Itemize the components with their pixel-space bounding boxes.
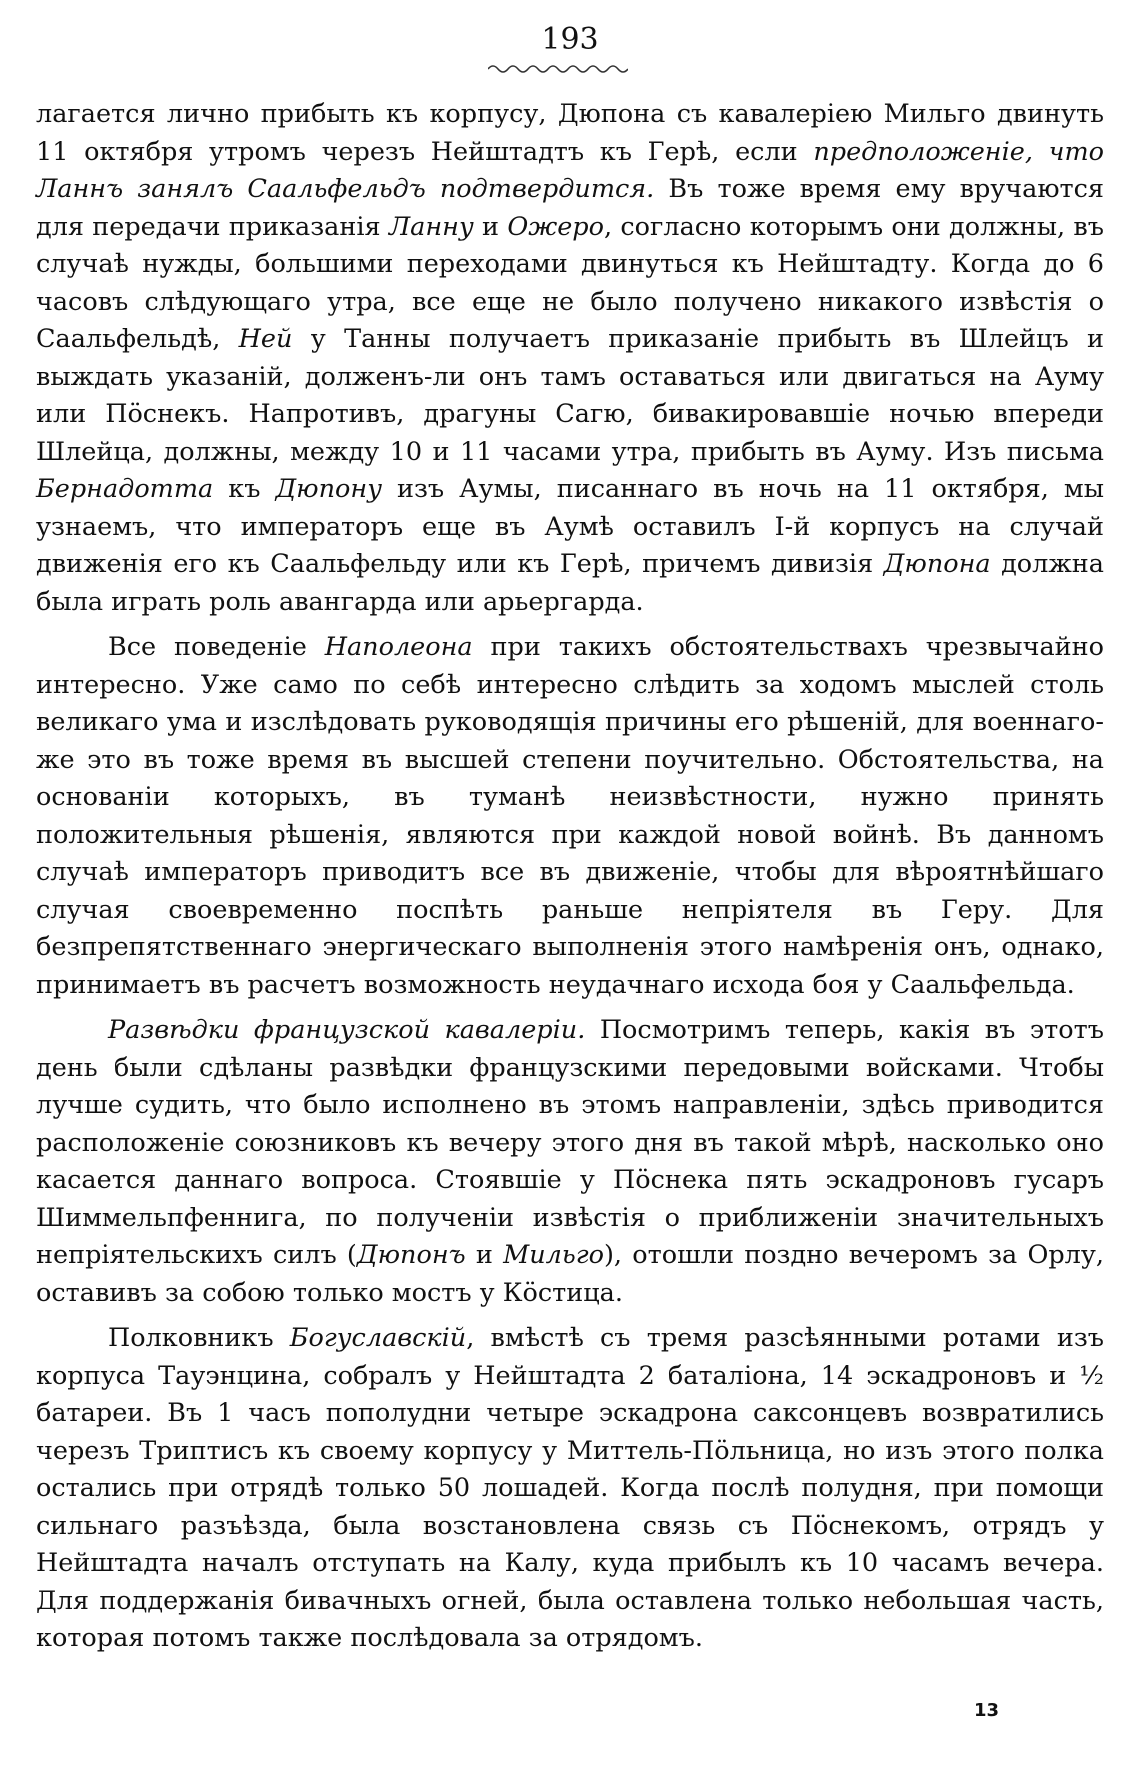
italic-text: Бернадотта [36,474,214,504]
paragraph [36,629,1104,1004]
paragraph [36,96,1104,621]
signature-mark: 13 [974,1700,1000,1721]
body-text [36,96,1104,1658]
wavy-rule-ornament [488,62,628,76]
italic-text: Развѣдки французской кавалеріи. [108,1015,586,1045]
text-run: и [473,211,508,242]
italic-text: Богуславскій [289,1323,467,1353]
text-run: изъ Аумы, писаннаго въ ночь на 11 октября, мы узнаемъ, что императоръ еще въ Аумѣ оставилъ I-й корпусъ на случай движенія его къ Саальфельду или къ Герѣ, причемъ дивизія [36,474,1105,579]
text-run: Посмотримъ теперь, какія въ этотъ день были сдѣланы развѣдки французскими передовыми войсками. Чтобы лучше судить, что было исполнено въ этомъ направленіи, здѣсь приводится расположеніе союзниковъ къ вечеру этого дня въ такой мѣрѣ, насколько оно касается даннаго вопроса. Стоявшіе у Пӧснека пять эскадроновъ гусаръ Шиммельпфеннига, по полученіи извѣстія о приближеніи значительныхъ непріятельскихъ силъ ( [36,1015,1104,1270]
italic-text: Дюпону [275,474,382,504]
text-run: къ [213,474,276,504]
italic-text: Дюпона [883,549,991,579]
text-run: Все поведеніе [108,632,325,662]
text-run: ), отошли поздно вечеромъ за Орлу, оставивъ за собою только мостъ у Кӧстица. [36,1240,1104,1308]
text-run: , согласно которымъ они должны, въ случаѣ нужды, большими переходами двинуться къ Нейштадту. Когда до 6 часовъ слѣдующаго утра, все еще не было получено никакого извѣстія о Саальфельдѣ, [36,211,1104,354]
italic-text: Дюпонъ [356,1240,466,1270]
paragraph [36,1320,1104,1658]
italic-text: предположеніе, что Ланнъ занялъ Саальфельдъ подтвердится. [36,136,1105,204]
text-run: при такихъ обстоятельствахъ чрезвычайно интересно. Уже само по себѣ интересно слѣдить за ходомъ мыслей столь великаго ума и изслѣдовать руководящія причины его рѣшеній, для военнаго-же это въ тоже время въ высшей степени поучительно. Обстоятельства, на основаніи которыхъ, въ туманѣ неизвѣстности, нужно принять положительныя рѣшенія, являются при каждой новой войнѣ. Въ данномъ случаѣ императоръ приводитъ все въ движеніе, чтобы для вѣроятнѣйшаго случая своевременно поспѣть раньше непріятеля въ Геру. Для безпрепятственнаго энергическаго выполненія этого намѣренія онъ, однако, принимаетъ въ расчетъ возможность неудачнаго исхода боя у Саальфельда. [36,632,1104,1000]
text-run: Въ тоже время ему вручаются для передачи приказанія [36,174,1105,242]
text-run: и [465,1240,504,1270]
text-run: у Танны получаетъ приказаніе прибыть въ Шлейцъ и выждать указаній, долженъ-ли онъ тамъ оставаться или двигаться на Ауму или Пӧснекъ. Напротивъ, драгуны Сагю, бивакировавшіе ночью впереди Шлейца, должны, между 10 и 11 часами утра, прибыть въ Ауму. Изъ письма [36,324,1104,467]
italic-text: Наполеона [324,632,473,662]
page-number: 193 [541,22,599,57]
text-run: лагается лично прибыть къ корпусу, Дюпона съ кавалеріею Мильго двинуть 11 октября утромъ черезъ Нейштадтъ къ Герѣ, если [36,99,1104,167]
italic-text: Ланну [388,211,474,242]
italic-text: Мильго [503,1240,604,1270]
italic-text: Ожеро [507,211,604,242]
text-run: , вмѣстѣ съ тремя разсѣянными ротами изъ корпуса Тауэнцина, собралъ у Нейштадта 2 баталіона, 14 эскадроновъ и ½ батареи. Въ 1 часъ пополудни четыре эскадрона саксонцевъ возвратились черезъ Триптисъ къ своему корпусу у Миттель-Пӧльница, но изъ этого полка остались при отрядѣ только 50 лошадей. Когда послѣ полудня, при помощи сильнаго разъѣзда, была возстановлена связь съ Пӧснекомъ, отрядъ у Нейштадта началъ отступать на Калу, куда прибылъ къ 10 часамъ вечера. Для поддержанія бивачныхъ огней, была оставлена только небольшая часть, которая потомъ также послѣдовала за отрядомъ. [36,1323,1104,1653]
italic-text: Ней [238,324,293,354]
text-run: должна была играть роль авангарда или арьергарда. [36,549,1105,617]
paragraph [36,1012,1104,1312]
text-run: Полковникъ [108,1323,290,1353]
